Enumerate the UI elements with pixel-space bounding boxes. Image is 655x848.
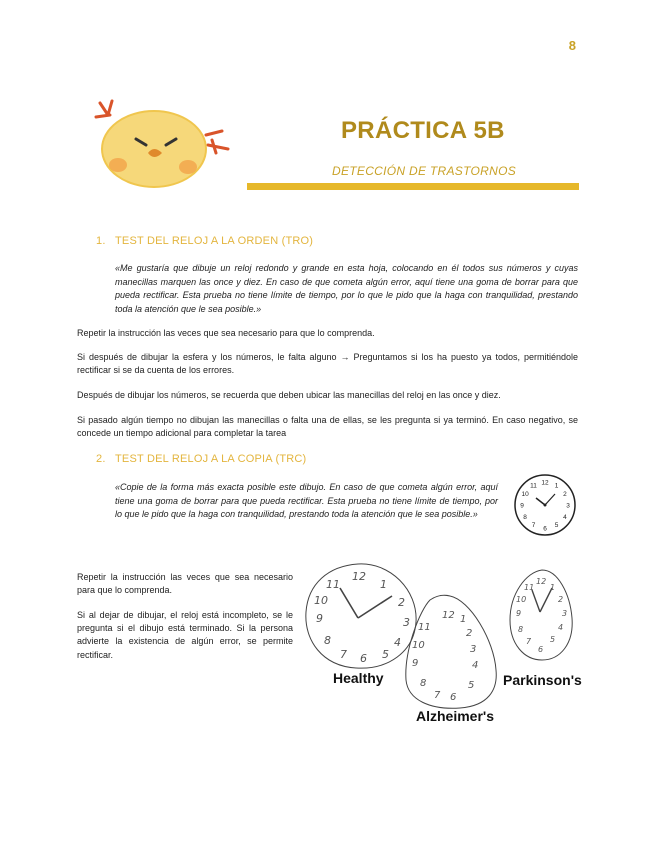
model-clock-number: 11	[530, 482, 537, 490]
model-clock-number: 2	[563, 490, 567, 498]
caption-alzheimers: Alzheimer's	[416, 708, 495, 724]
model-clock-number: 9	[520, 502, 524, 510]
section-1-heading	[96, 235, 313, 247]
svg-text:11: 11	[524, 583, 535, 592]
section-1-title: TEST DEL RELOJ A LA ORDEN (TRO)	[115, 235, 314, 247]
svg-text:12: 12	[352, 570, 366, 583]
svg-text:9: 9	[412, 658, 419, 669]
svg-text:8: 8	[324, 634, 331, 647]
svg-text:9: 9	[316, 612, 323, 625]
model-clock-number: 6	[543, 525, 547, 533]
section-2-title: TEST DEL RELOJ A LA COPIA (TRC)	[115, 453, 307, 465]
svg-text:12: 12	[442, 610, 455, 621]
svg-text:6: 6	[360, 652, 367, 665]
model-clock-image	[512, 472, 578, 538]
svg-text:4: 4	[394, 636, 401, 649]
section-1-paragraph-2: Si después de dibujar la esfera y los números, le falta alguno → Preguntamos si los ha puesto ya todos, permitiéndole rectificar si se da cuenta de los errores.	[77, 352, 578, 376]
clock-drawings-figure	[300, 560, 590, 730]
model-clock-number: 4	[563, 513, 567, 521]
svg-text:2: 2	[558, 595, 564, 604]
svg-text:5: 5	[550, 635, 556, 644]
chick-illustration	[88, 95, 238, 195]
section-1-quote: «Me gustaría que dibuje un reloj redondo y grande en esta hoja, colocando en él todos sus números y cuyas manecillas marquen las once y diez. En caso de que cometa algún error, aquí tiene una goma de borrar para que pueda rectificar. Esta prueba no tiene límite de tiempo, por lo que le pido que la haga con tranquilidad, prestando toda la atención que le sea posible.»	[115, 263, 578, 314]
section-1-number: 1.	[96, 235, 106, 247]
section-1-paragraph-3: Después de dibujar los números, se recuerda que deben ubicar las manecillas del reloj en las once y diez.	[77, 390, 501, 400]
svg-text:8: 8	[518, 625, 524, 634]
svg-text:7: 7	[526, 637, 532, 646]
svg-text:8: 8	[420, 678, 427, 689]
section-2-paragraph-1: Repetir la instrucción las veces que sea necesario para que lo comprenda.	[77, 572, 293, 596]
svg-text:3: 3	[470, 644, 477, 655]
section-2-number: 2.	[96, 453, 106, 465]
section-2-quote: «Copie de la forma más exacta posible este dibujo. En caso de que cometa algún error, aquí tiene una goma de borrar para que pueda rectificar. Esta prueba no tiene límite de tiempo, por lo que le pido que la haga con tranquilidad, prestando toda la atención que le sea posible.»	[115, 482, 498, 520]
model-clock-number: 7	[531, 522, 536, 530]
svg-text:2: 2	[398, 596, 405, 609]
svg-text:11: 11	[418, 622, 431, 633]
caption-parkinsons: Parkinson's	[503, 672, 582, 688]
model-clock-number: 8	[523, 513, 527, 521]
model-clock-number: 3	[566, 502, 570, 510]
model-clock-number: 12	[541, 479, 549, 487]
svg-text:4: 4	[558, 623, 564, 632]
svg-text:6: 6	[538, 645, 544, 654]
svg-text:11: 11	[326, 578, 340, 591]
caption-healthy: Healthy	[333, 670, 384, 686]
model-clock-number: 5	[554, 522, 559, 530]
svg-text:10: 10	[412, 640, 425, 651]
section-1-paragraph-4: Si pasado algún tiempo no dibujan las manecillas o falta una de ellas, se les pregunta si ya terminó. En caso negativo, se concede un tiempo adicional para completar la tarea	[77, 415, 578, 439]
model-clock-number: 1	[554, 482, 559, 490]
svg-text:2: 2	[466, 628, 473, 639]
title-underline	[247, 183, 579, 190]
svg-text:7: 7	[434, 690, 441, 701]
svg-text:10: 10	[314, 594, 328, 607]
page-title: PRÁCTICA 5B	[341, 117, 505, 144]
svg-text:5: 5	[468, 680, 475, 691]
svg-text:9: 9	[516, 609, 522, 618]
svg-text:12: 12	[536, 577, 547, 586]
svg-text:5: 5	[382, 648, 389, 661]
svg-text:10: 10	[516, 595, 527, 604]
svg-text:4: 4	[472, 660, 479, 671]
section-2-heading	[96, 453, 306, 465]
page-number: 8	[568, 38, 576, 53]
svg-text:1: 1	[460, 614, 467, 625]
section-2-paragraph-2: Si al dejar de dibujar, el reloj está incompleto, se le pregunta si el dibujo está terminado. Si la persona advierte la existencia de algún error, se permite rectificar.	[77, 610, 293, 660]
svg-text:1: 1	[380, 578, 387, 591]
svg-text:3: 3	[562, 609, 568, 618]
section-1-paragraph-1: Repetir la instrucción las veces que sea necesario para que lo comprenda.	[77, 328, 375, 338]
svg-text:6: 6	[450, 692, 457, 703]
svg-text:7: 7	[340, 648, 347, 661]
page-subtitle: DETECCIÓN DE TRASTORNOS	[332, 164, 517, 178]
svg-text:1: 1	[550, 583, 556, 592]
model-clock-number: 10	[521, 490, 529, 498]
svg-text:3: 3	[403, 616, 410, 629]
